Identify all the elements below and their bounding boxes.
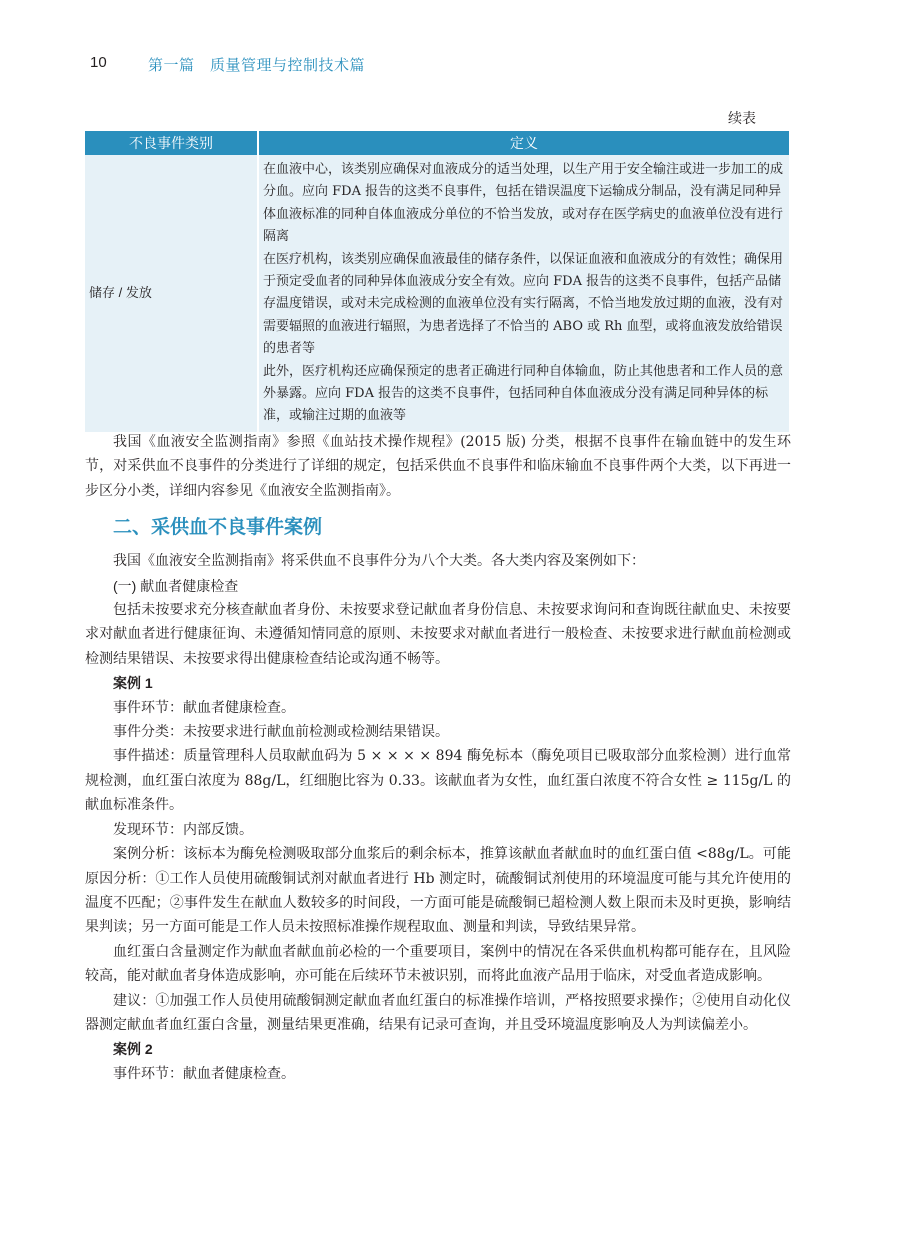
body-text	[85, 430, 791, 1086]
page-header	[90, 54, 810, 80]
page-number: 10	[90, 54, 107, 71]
running-head: 第一篇 质量管理与控制技术篇	[148, 57, 366, 74]
subsection-heading: (一) 献血者健康检查	[113, 577, 239, 594]
table-cell-category: 储存 / 发放	[85, 155, 258, 432]
definition-paragraph: 在血液中心，该类别应确保对血液成分的适当处理，以生产用于安全输注或进一步加工的成分血。应向 FDA 报告的这类不良事件，包括在错误温度下运输成分制品，没有满足同种异体血液标准的同种自体血液成分单位的不恰当发放，或对存在医学病史的血液单位没有进行隔离	[263, 162, 784, 245]
case-1-description: 事件描述：质量管理科人员取献血码为 5 × × × × 894 酶免标本（酶免项目已吸取部分血浆检测）进行血常规检测，血红蛋白浓度为 88g/L，红细胞比容为 0.33。该献血者为女性，血红蛋白浓度不符合女性 ≥ 115g/L 的献血标准条件。	[85, 748, 791, 814]
column-header-category: 不良事件类别	[85, 131, 258, 155]
case-1-title: 案例 1	[113, 675, 153, 692]
case-1-impact: 血红蛋白含量测定作为献血者献血前必检的一个重要项目，案例中的情况在各采供血机构都可能存在，且风险较高，能对献血者身体造成影响，亦可能在后续环节未被识别，而将此血液产品用于临床，对受血者造成影响。	[85, 943, 791, 985]
case-1-discovery: 发现环节：内部反馈。	[113, 821, 253, 838]
case-1-link: 事件环节：献血者健康检查。	[113, 699, 295, 716]
section-heading: 二、采供血不良事件案例	[113, 517, 323, 539]
subsection-description: 包括未按要求充分核查献血者身份、未按要求登记献血者身份信息、未按要求询问和查询既往献血史、未按要求对献血者进行健康征询、未遵循知情同意的原则、未按要求对献血者进行一般检查、未按要求进行献血前检测或检测结果错误、未按要求得出健康检查结论或沟通不畅等。	[85, 602, 791, 667]
table-continued-label: 续表	[728, 111, 756, 127]
table-header-row	[85, 131, 789, 155]
definition-paragraph: 此外，医疗机构还应确保预定的患者正确进行同种自体输血，防止其他患者和工作人员的意外暴露。应向 FDA 报告的这类不良事件，包括同种自体血液成分没有满足同种异体的标准，或输注过期的血液等	[263, 363, 784, 424]
case-1-analysis: 案例分析：该标本为酶免检测吸取部分血浆后的剩余标本，推算该献血者献血时的血红蛋白值 <88g/L。可能原因分析：①工作人员使用硫酸铜试剂对献血者进行 Hb 测定时，硫酸铜试剂使用的环境温度可能与其允许使用的温度不匹配；②事件发生在献血人数较多的时间段，一方面可能是硫酸铜已超检测人数上限而未及时更换，影响结果判读；另一方面可能是工作人员未按照标准操作规程取血、测量和判读，导致结果异常。	[85, 846, 791, 936]
event-category-table	[85, 131, 789, 432]
definition-paragraph: 在医疗机构，该类别应确保血液最佳的储存条件，以保证血液和血液成分的有效性；确保用于预定受血者的同种异体血液成分安全有效。应向 FDA 报告的这类不良事件，包括产品储存温度错误，或对未完成检测的血液单位没有实行隔离，不恰当地发放过期的血液，没有对需要辐照的血液进行辐照，为患者选择了不恰当的 ABO 或 Rh 血型，或将血液发放给错误的患者等	[263, 251, 784, 357]
case-2-link: 事件环节：献血者健康检查。	[113, 1065, 295, 1082]
intro-paragraph: 我国《血液安全监测指南》参照《血站技术操作规程》(2015 版) 分类，根据不良事件在输血链中的发生环节，对采供血不良事件的分类进行了详细的规定，包括采供血不良事件和临床输血不良事件两个大类，以下再进一步区分小类，详细内容参见《血液安全监测指南》。	[85, 434, 791, 499]
table-cell-definition	[258, 155, 789, 432]
case-2-title: 案例 2	[113, 1041, 153, 1058]
table-row	[85, 155, 789, 432]
case-1-suggestion: 建议：①加强工作人员使用硫酸铜测定献血者血红蛋白的标准操作培训，严格按照要求操作；②使用自动化仪器测定献血者血红蛋白含量，测量结果更准确，结果有记录可查询，并且受环境温度影响及人为判读偏差小。	[85, 992, 791, 1033]
case-1-classification: 事件分类：未按要求进行献血前检测或检测结果错误。	[113, 724, 449, 741]
column-header-definition: 定义	[258, 131, 789, 155]
section-intro-paragraph: 我国《血液安全监测指南》将采供血不良事件分为八个大类。各大类内容及案例如下：	[113, 553, 645, 570]
